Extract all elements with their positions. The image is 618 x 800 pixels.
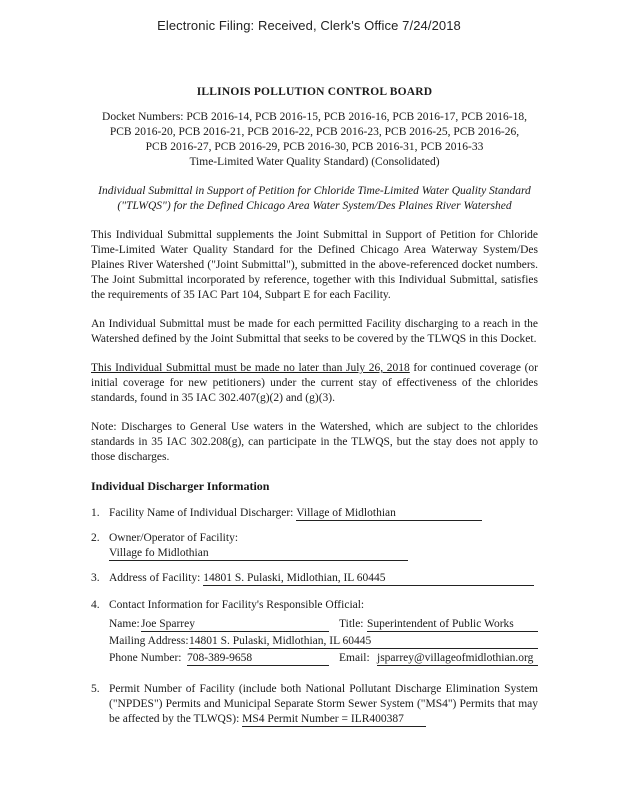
contact-row-phone-email <box>91 651 538 668</box>
item-facility-address <box>91 571 538 586</box>
docket-line: PCB 2016-20, PCB 2016-21, PCB 2016-22, PCB 2016-23, PCB 2016-25, PCB 2016-26, <box>109 126 520 138</box>
deadline-text: This Individual Submittal must be made no later than July 26, 2018 <box>91 362 410 374</box>
mailing-address-field[interactable]: 14801 S. Pulaski, Midlothian, IL 60445 <box>189 634 538 649</box>
submittal-requirement-paragraph: An Individual Submittal must be made for each permitted Facility discharging to a reach in the Watershed defined by the Joint Submittal that seeks to be covered by the TLWQS in this Docket. <box>91 318 538 345</box>
phone-number-field[interactable]: 708-389-9658 <box>187 651 329 666</box>
intro-paragraph: This Individual Submittal supplements the Joint Submittal in Support of Petition for Chloride Time-Limited Water Quality Standard for the Defined Chicago Area Waterway System/Des Plaines River Watershed ("Joint Submittal"), submitted in the above-referenced docket numbers. The Joint Submittal incorporated by reference, together with this Individual Submittal, satisfies the requirements of 35 IAC Part 104, Subpart E for each Facility. <box>91 229 538 301</box>
item-permit-number <box>91 682 538 727</box>
item-label: Facility Name of Individual Discharger: <box>109 507 294 519</box>
mailing-address-label: Mailing Address: <box>109 635 189 647</box>
electronic-filing-stamp: Electronic Filing: Received, Clerk's Office 7/24/2018 <box>157 18 461 33</box>
subtitle-line: ("TLWQS") for the Defined Chicago Area Water System/Des Plaines River Watershed <box>117 200 512 212</box>
docket-line: PCB 2016-27, PCB 2016-29, PCB 2016-30, PCB 2016-31, PCB 2016-33 <box>145 141 484 153</box>
facility-address-field[interactable]: 14801 S. Pulaski, Midlothian, IL 60445 <box>203 571 534 586</box>
document-subtitle <box>91 184 538 214</box>
item-label: Owner/Operator of Facility: <box>109 532 239 544</box>
docket-numbers <box>91 110 538 170</box>
docket-line: Time-Limited Water Quality Standard) (Consolidated) <box>189 156 440 168</box>
phone-number-label: Phone Number: <box>109 652 182 664</box>
docket-line: Docket Numbers: PCB 2016-14, PCB 2016-15, PCB 2016-16, PCB 2016-17, PCB 2016-18, <box>102 111 527 123</box>
email-label: Email: <box>339 652 370 664</box>
item-number: 5. <box>91 683 100 695</box>
subtitle-line: Individual Submittal in Support of Petition for Chloride Time-Limited Water Quality Standard <box>98 185 531 197</box>
item-owner-operator <box>91 531 538 561</box>
name-label: Name: <box>109 618 140 630</box>
item-label: Permit Number of Facility (include both National Pollutant Discharge Elimination System ("NPDES") Permits and Municipal Separate Storm Sewer System ("MS4") Permits that may be affected by the TLWQS): <box>109 683 538 725</box>
item-facility-name <box>91 506 538 521</box>
section-heading: Individual Discharger Information <box>91 479 270 493</box>
item-number: 1. <box>91 507 100 519</box>
item-number: 4. <box>91 599 100 611</box>
item-number: 2. <box>91 532 100 544</box>
owner-operator-field[interactable]: Village fo Midlothian <box>109 546 408 561</box>
note-paragraph: Note: Discharges to General Use waters in the Watershed, which are subject to the chlorides standards in 35 IAC 302.208(g), can participate in the TLWQS, but the stay does not apply to those discharges. <box>91 421 538 463</box>
item-label: Address of Facility: <box>109 572 201 584</box>
document-body <box>91 86 538 727</box>
item-number: 3. <box>91 572 100 584</box>
official-title-field[interactable]: Superintendent of Public Works <box>367 617 538 632</box>
official-name-field[interactable]: Joe Sparrey <box>141 617 329 632</box>
item-label: Contact Information for Facility's Responsible Official: <box>109 599 365 611</box>
facility-name-field[interactable]: Village of Midlothian <box>296 506 482 521</box>
deadline-rest-text: for continued coverage (or initial coverage for new petitioners) under the current stay of effectiveness of the chlorides standards, found in 35 IAC 302.407(g)(2) and (g)(3). <box>91 362 538 404</box>
title-label: Title: <box>339 618 364 630</box>
email-field[interactable]: jsparrey@villageofmidlothian.org <box>377 651 538 666</box>
item-contact-info <box>91 598 538 613</box>
document-title: ILLINOIS POLLUTION CONTROL BOARD <box>196 86 433 98</box>
deadline-paragraph <box>91 361 538 406</box>
contact-row-name-title <box>91 617 538 634</box>
permit-number-field[interactable]: MS4 Permit Number = ILR400387 <box>242 712 426 727</box>
contact-row-mailing <box>91 634 538 651</box>
